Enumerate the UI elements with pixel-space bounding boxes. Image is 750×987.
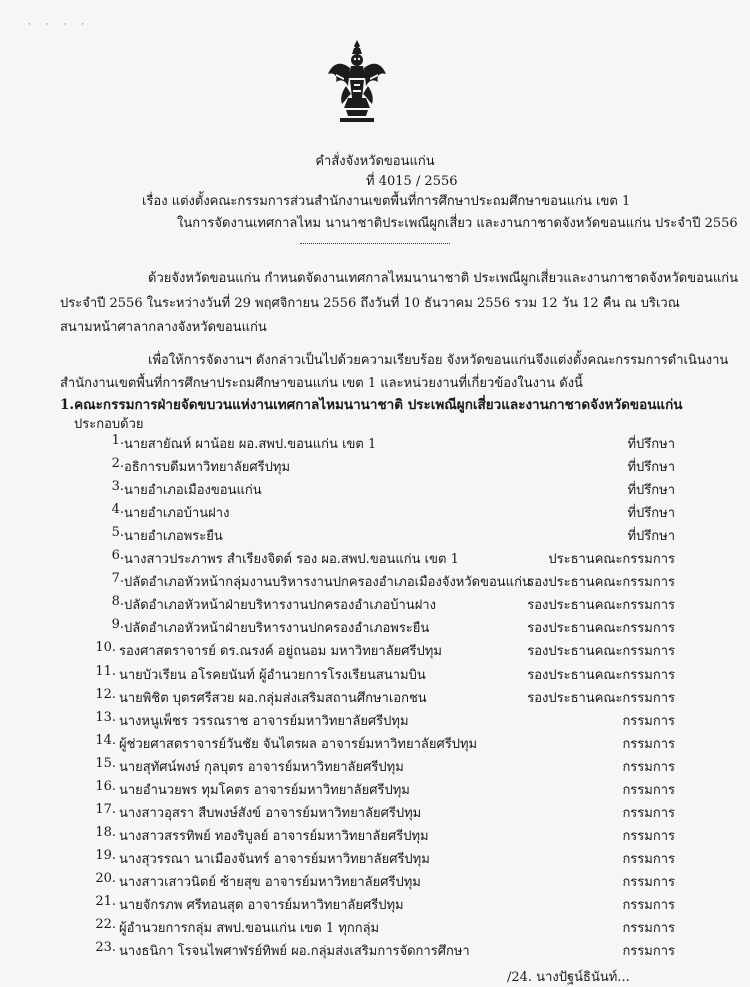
member-name: อธิการบดีมหาวิทยาลัยศรีปทุม [124,460,291,475]
member-role: กรรมการ [622,875,675,890]
member-role: รองประธานคณะกรรมการ [527,691,675,706]
member-role: รองประธานคณะกรรมการ [527,644,675,659]
member-role: ที่ปรึกษา [627,483,675,498]
member-role: กรรมการ [622,921,675,936]
member-number: 15. [95,756,116,771]
member-number: 5. [111,525,124,540]
paragraph-1-line-1: ด้วยจังหวัดขอนแก่น กำหนดจัดงานเทศกาลไหมนานาชาติ ประเพณีผูกเสี่ยวและงานกาชาดจังหวัดขอนแก่น [148,271,738,286]
member-number: 3. [111,479,124,494]
section-subheading: ประกอบด้วย [74,417,144,432]
member-number: 9. [111,617,124,632]
separator-dotted-line [300,243,450,244]
member-name: นายอำเภอเมืองขอนแก่น [124,483,262,498]
paragraph-1-line-3: สนามหน้าศาลากลางจังหวัดขอนแก่น [60,320,267,335]
member-name: ผู้อำนวยการกลุ่ม สพป.ขอนแก่น เขต 1 ทุกกลุ่ม [119,921,380,936]
member-number: 7. [111,571,124,586]
member-role: ที่ปรึกษา [627,529,675,544]
member-number: 11. [95,664,116,679]
member-name: นายอำนวยพร ทุมโคตร อาจารย์มหาวิทยาลัยศรีปทุม [119,783,410,798]
member-role: กรรมการ [622,852,675,867]
member-name: นายอำเภอบ้านฝาง [124,506,230,521]
member-number: 14. [95,733,116,748]
member-role: กรรมการ [622,806,675,821]
paragraph-2-line-1: เพื่อให้การจัดงานฯ ดังกล่าวเป็นไปด้วยความเรียบร้อย จังหวัดขอนแก่นจึงแต่งตั้งคณะกรรมการดำเนินงาน [148,353,729,368]
member-name: ปลัดอำเภอหัวหน้าฝ่ายบริหารงานปกครองอำเภอพระยืน [124,621,430,636]
member-number: 17. [95,802,116,817]
member-name: ผู้ช่วยศาสตราจารย์วันชัย จันไตรผล อาจารย์มหาวิทยาลัยศรีปทุม [119,737,478,752]
member-role: กรรมการ [622,829,675,844]
member-role: ที่ปรึกษา [627,437,675,452]
member-name: นางสาวสรรทิพย์ ทองริบูลย์ อาจารย์มหาวิทยาลัยศรีปทุม [119,829,429,844]
member-role: กรรมการ [622,944,675,959]
subject-line-1: เรื่อง แต่งตั้งคณะกรรมการส่วนสำนักงานเขตพื้นที่การศึกษาประถมศึกษาขอนแก่น เขต 1 [142,194,631,209]
garuda-emblem-icon [326,38,388,124]
member-number: 22. [95,917,116,932]
member-number: 23. [95,940,116,955]
member-name: รองศาสตราจารย์ ดร.ณรงค์ อยู่ถนอม มหาวิทยาลัยศรีปทุม [119,644,442,659]
member-role: รองประธานคณะกรรมการ [527,598,675,613]
subject-line-2: ในการจัดงานเทศกาลไหม นานาชาติประเพณีผูกเสี่ยว และงานกาชาดจังหวัดขอนแก่น ประจำปี 2556 [177,216,738,231]
member-number: 6. [111,548,124,563]
member-number: 1. [111,433,124,448]
member-number: 20. [95,871,116,886]
member-name: นายบัวเรียน อโรคยนันท์ ผู้อำนวยการโรงเรียนสนามบิน [119,668,426,683]
member-role: ประธานคณะกรรมการ [548,552,675,567]
member-name: นางหนูเพ็ชร วรรณราช อาจารย์มหาวิทยาลัยศรีปทุม [119,714,409,729]
member-name: นางสุวรรณา นาเมืองจันทร์ อาจารย์มหาวิทยาลัยศรีปทุม [119,852,430,867]
member-name: นางสาวประภาพร สำเรียงจิตต์ รอง ผอ.สพป.ขอนแก่น เขต 1 [124,552,459,567]
member-name: นางสาวอุสรา สืบพงษ์สังข์ อาจารย์มหาวิทยาลัยศรีปทุม [119,806,422,821]
member-number: 12. [95,687,116,702]
member-name: นางสาวเสาวนิตย์ ซ้ายสุข อาจารย์มหาวิทยาลัยศรีปทุม [119,875,421,890]
member-number: 8. [111,594,124,609]
member-role: ที่ปรึกษา [627,506,675,521]
member-number: 4. [111,502,124,517]
paragraph-2-line-2: สำนักงานเขตพื้นที่การศึกษาประถมศึกษาขอนแก่น เขต 1 และหน่วยงานที่เกี่ยวข้องในงาน ดังนี้ [60,376,583,391]
member-number: 21. [95,894,116,909]
member-role: กรรมการ [622,783,675,798]
member-number: 10. [95,640,116,655]
member-name: นายพิชิต บุตรศรีสวย ผอ.กลุ่มส่งเสริมสถานศึกษาเอกชน [119,691,427,706]
member-number: 19. [95,848,116,863]
member-role: รองประธานคณะกรรมการ [527,575,675,590]
member-role: กรรมการ [622,898,675,913]
paragraph-1-line-2: ประจำปี 2556 ในระหว่างวันที่ 29 พฤศจิกายน 2556 ถึงวันที่ 10 ธันวาคม 2556 รวม 12 วัน 12 คืน ณ บริเวณ [60,296,680,311]
member-role: กรรมการ [622,737,675,752]
member-name: ปลัดอำเภอหัวหน้ากลุ่มงานบริหารงานปกครองอำเภอเมืองจังหวัดขอนแก่น [124,575,531,590]
member-role: รองประธานคณะกรรมการ [527,621,675,636]
member-name: นายสุทัศน์พงษ์ กุลบุตร อาจารย์มหาวิทยาลัยศรีปทุม [119,760,404,775]
member-name: นางธนิกา โรจนไพศาฬรย์ทิพย์ ผอ.กลุ่มส่งเสริมการจัดการศึกษา [119,944,470,959]
member-name: ปลัดอำเภอหัวหน้าฝ่ายบริหารงานปกครองอำเภอบ้านฝาง [124,598,436,613]
member-role: ที่ปรึกษา [627,460,675,475]
order-number: ที่ 4015 / 2556 [366,174,458,189]
section-heading: 1.คณะกรรมการฝ่ายจัดขบวนแห่งานเทศกาลไหมนานาชาติ ประเพณีผูกเสี่ยวและงานกาชาดจังหวัดขอนแก่น [60,397,683,413]
member-number: 13. [95,710,116,725]
member-role: กรรมการ [622,760,675,775]
member-role: รองประธานคณะกรรมการ [527,668,675,683]
member-name: นายสายัณห์ ผาน้อย ผอ.สพป.ขอนแก่น เขต 1 [124,437,377,452]
page-continuation: /24. นางปัฐน์ธินันท์... [507,970,630,985]
member-number: 2. [111,456,124,471]
scan-specks: · · · · [28,20,91,30]
member-name: นายจักรภพ ศรีทอนสุด อาจารย์มหาวิทยาลัยศรีปทุม [119,898,404,913]
member-role: กรรมการ [622,714,675,729]
member-number: 16. [95,779,116,794]
order-title: คำสั่งจังหวัดขอนแก่น [315,154,435,169]
member-number: 18. [95,825,116,840]
member-name: นายอำเภอพระยืน [124,529,223,544]
